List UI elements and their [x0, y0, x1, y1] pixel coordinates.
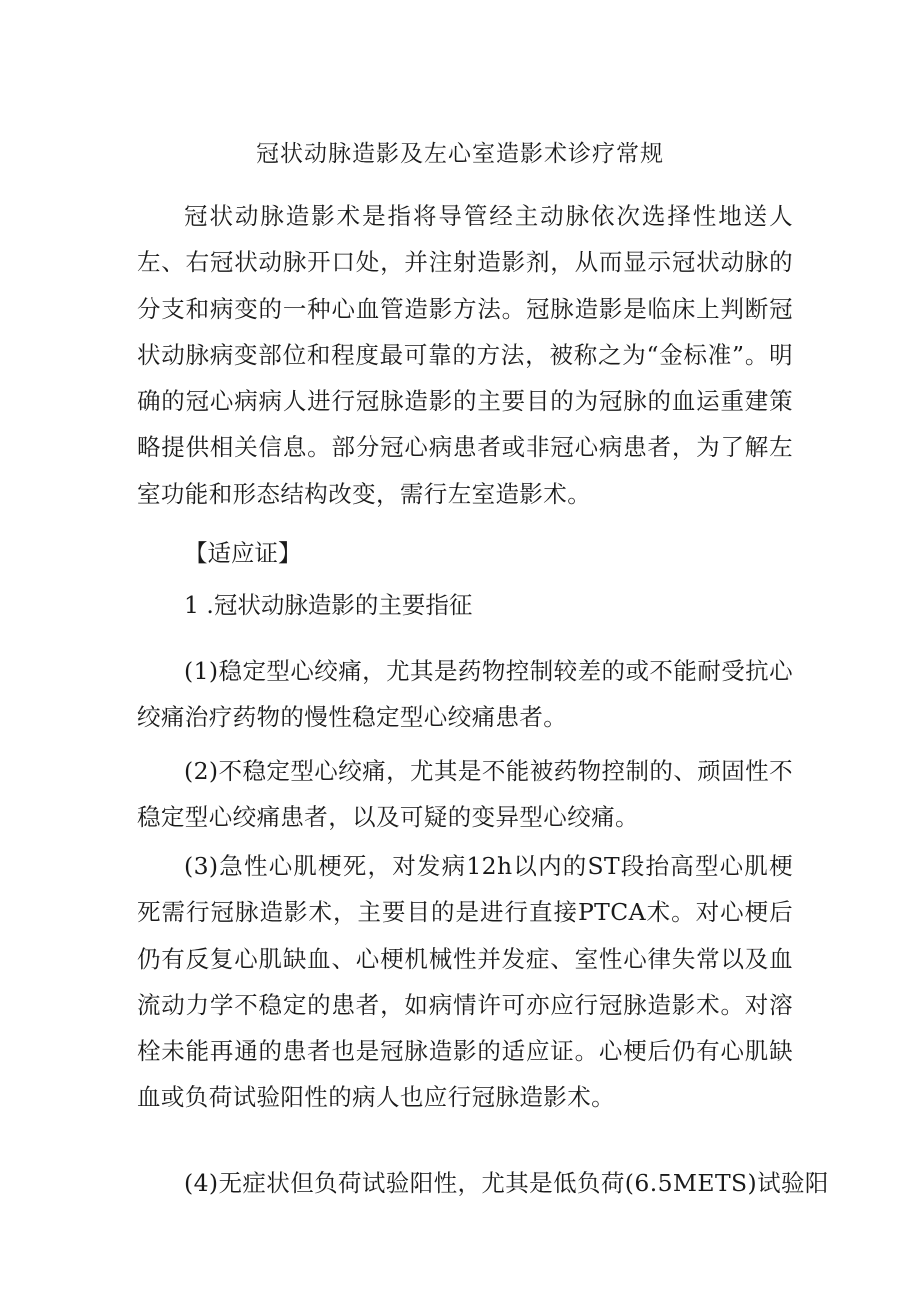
document-title: 冠状动脉造影及左心室造影术诊疗常规 — [256, 141, 664, 167]
list-item: (1)稳定型心绞痛，尤其是药物控制较差的或不能耐受抗心绞痛治疗药物的慢性稳定型心绞痛患者。 — [137, 657, 793, 732]
intro-paragraph: 冠状动脉造影术是指将导管经主动脉依次选择性地送人左、右冠状动脉开口处，并注射造影剂，从而显示冠状动脉的分支和病变的一种心血管造影方法。冠脉造影是临床上判断冠状动脉病变部位和程度最可靠的方法，被称之为“金标准”。明确的冠心病病人进行冠脉造影的主要目的为冠脉的血运重建策略提供相关信息。部分冠心病患者或非冠心病患者，为了解左室功能和形态结构改变，需行左室造影术。 — [137, 202, 793, 508]
list-item: (3)急性心肌梗死，对发病12h以内的ST段抬高型心肌梗死需行冠脉造影术，主要目的是进行直接PTCA术。对心梗后仍有反复心肌缺血、心梗机械性并发症、室性心律失常以及血流动力学不稳定的患者，如病情许可亦应行冠脉造影术。对溶栓未能再通的患者也是冠脉造影的适应证。心梗后仍有心肌缺血或负荷试验阳性的病人也应行冠脉造影术。 — [137, 852, 793, 1112]
section-heading-indications: 【适应证】 — [184, 539, 302, 567]
list-item: (2)不稳定型心绞痛，尤其是不能被药物控制的、顽固性不稳定型心绞痛患者，以及可疑的变异型心绞痛。 — [137, 757, 793, 832]
subsection-heading: 1 .冠状动脉造影的主要指征 — [184, 591, 473, 619]
list-item: (4)无症状但负荷试验阳性，尤其是低负荷(6.5METS)试验阳 — [184, 1169, 829, 1197]
